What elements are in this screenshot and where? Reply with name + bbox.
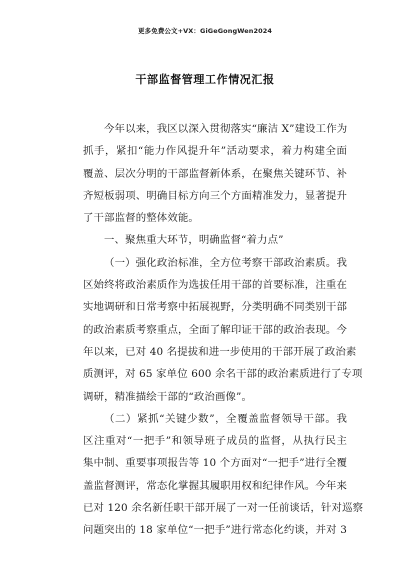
paragraph-line: 区注重对“一把手”和领导班子成员的监督，从执行民主 xyxy=(83,435,347,448)
paragraph-line: 调研，精准描绘干部的“政治画像”。 xyxy=(83,390,253,403)
section-heading: 一、聚焦重大环节，明确监督“着力点” xyxy=(104,234,284,247)
header-watermark: 更多免费公文+VX：GiGeGongWen2024 xyxy=(138,27,272,35)
paragraph-line: 抓手，紧扣“能力作风提升年”活动要求，着力构建全面 xyxy=(83,145,347,158)
paragraph-line: 质测评，对 65 家单位 600 余名干部的政治素质进行了专项 xyxy=(83,368,363,381)
paragraph-line: 盖监督测评，常态化掌握其履职用权和纪律作风。今年来 xyxy=(83,479,347,492)
paragraph-line: 已对 120 余名新任职干部开展了一对一任前谈话，针对巡察 xyxy=(83,502,364,515)
paragraph-line: 年以来，已对 40 名提拔和进一步使用的干部开展了政治素 xyxy=(83,345,357,358)
paragraph-line: 了干部监督的整体效能。 xyxy=(83,212,199,225)
paragraph-line: （二）紧抓“关键少数”，全覆盖监督领导干部。我 xyxy=(104,412,347,425)
paragraph-line: 集中制、重要事项报告等 10 个方面对“一把手”进行全覆 xyxy=(83,457,347,470)
paragraph-line: 的政治素质考察重点，全面了解印证干部的政治表现。今 xyxy=(83,323,347,336)
paragraph-line: 齐短板弱项、明确目标方向三个方面精准发力，显著提升 xyxy=(83,189,347,202)
paragraph-line: 实地调研和日常考察中拓展视野，分类明确不同类别干部 xyxy=(83,301,347,314)
paragraph-line: 今年以来，我区以深入贯彻落实“廉洁 X”建设工作为 xyxy=(104,123,348,135)
paragraph-line: 覆盖、层次分明的干部监督新体系，在聚焦关键环节、补 xyxy=(83,167,347,180)
paragraph-line: 区始终将政治素质作为选拔任用干部的首要标准，注重在 xyxy=(83,279,347,292)
document-title: 干部监督管理工作情况汇报 xyxy=(135,73,275,86)
document-body xyxy=(83,118,364,542)
paragraph-line: （一）强化政治标准，全方位考察干部政治素质。我 xyxy=(104,256,347,269)
paragraph-line: 问题突出的 18 家单位“一把手”进行常态化约谈，并对 3 xyxy=(83,524,347,537)
